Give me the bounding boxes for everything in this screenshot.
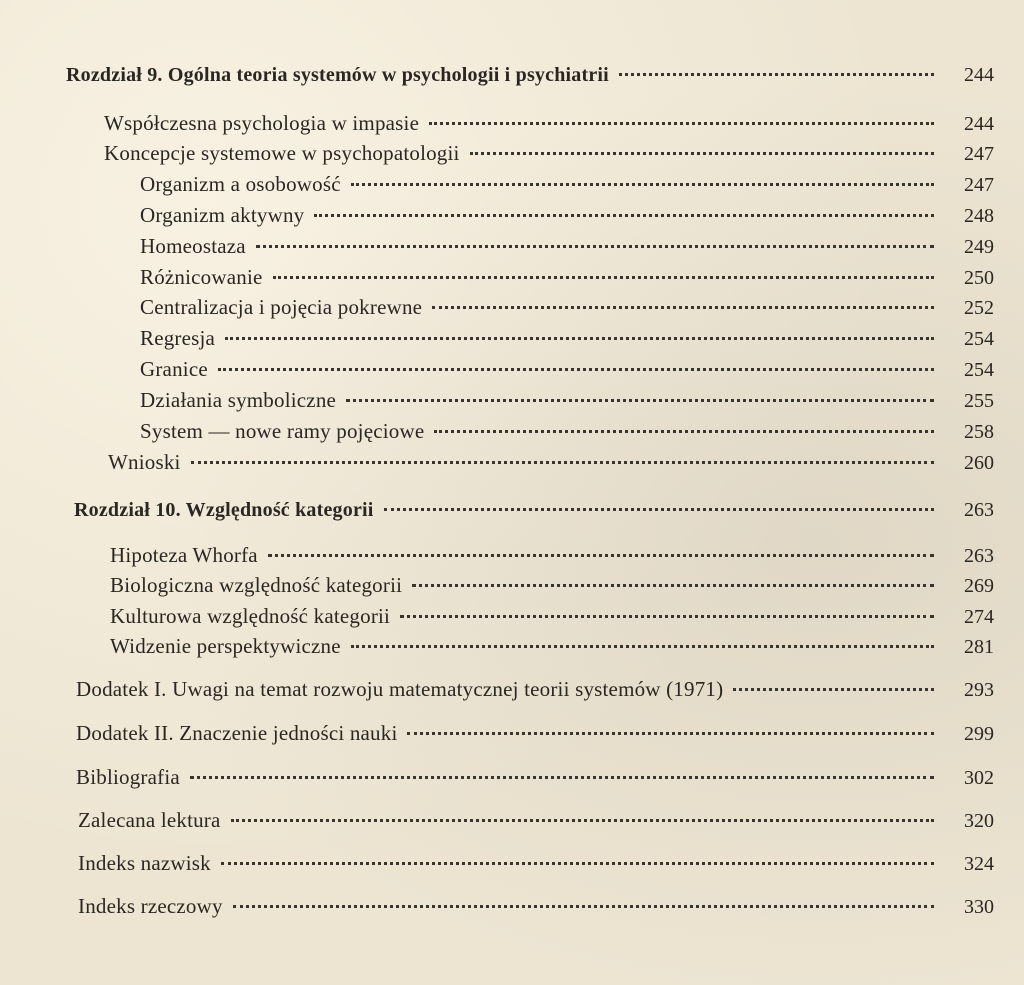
toc-entry-page: 252 (964, 297, 994, 319)
toc-entry-page: 260 (964, 452, 994, 474)
toc-entry-title: Organizm aktywny (140, 203, 305, 227)
toc-entry-page: 263 (964, 545, 994, 567)
toc-entry-page: 302 (964, 767, 994, 789)
toc-entry-page: 249 (964, 236, 994, 258)
dot-leader (429, 122, 934, 125)
toc-entry (140, 356, 994, 383)
toc-entry-page: 248 (964, 205, 994, 227)
dot-leader (400, 615, 934, 618)
toc-entry-page: 250 (964, 267, 994, 289)
toc-entry (104, 110, 994, 137)
toc-entry-page: 274 (964, 606, 994, 628)
dot-leader (470, 152, 934, 155)
dot-leader (407, 732, 934, 735)
toc-entry-page: 324 (964, 853, 994, 875)
toc-entry-chapter-9 (66, 62, 994, 88)
toc-entry-title: Rozdział 10. Względność kategorii (74, 499, 374, 521)
dot-leader (351, 183, 934, 186)
toc-entry-page: 320 (964, 810, 994, 832)
toc-entry-page: 281 (964, 636, 994, 658)
dot-leader (434, 430, 934, 433)
dot-leader (432, 306, 934, 309)
toc-entry (108, 449, 994, 476)
toc-entry-page: 258 (964, 421, 994, 443)
dot-leader (191, 461, 934, 464)
toc-entry-recommended-reading (78, 807, 994, 834)
dot-leader (231, 819, 934, 822)
toc-entry-page: 247 (964, 143, 994, 165)
toc-entry-subject-index (78, 893, 994, 920)
toc-entry (110, 603, 994, 630)
toc-entry-page: 244 (964, 113, 994, 135)
toc-entry-title: Granice (140, 357, 208, 381)
toc-entry-page: 244 (964, 64, 994, 86)
toc-entry (104, 140, 994, 167)
toc-entry-title: Indeks rzeczowy (78, 894, 223, 918)
toc-entry (140, 387, 994, 414)
toc-entry-page: 299 (964, 723, 994, 745)
toc-entry-name-index (78, 850, 994, 877)
toc-entry-bibliography (76, 764, 994, 791)
toc-entry (140, 202, 994, 229)
toc-entry-title: Zalecana lektura (78, 808, 221, 832)
toc-entry-chapter-10 (74, 497, 994, 523)
toc-entry-page: 254 (964, 328, 994, 350)
dot-leader (268, 554, 934, 557)
toc-entry-title: Homeostaza (140, 234, 246, 258)
toc-entry (140, 264, 994, 291)
toc-entry-page: 247 (964, 174, 994, 196)
toc-entry-title: Rozdział 9. Ogólna teoria systemów w psychologii i psychiatrii (66, 64, 609, 86)
toc-entry-title: Różnicowanie (140, 265, 263, 289)
toc-entry (140, 418, 994, 445)
toc-entry-page: 293 (964, 679, 994, 701)
dot-leader (225, 337, 934, 340)
toc-entry-title: Biologiczna względność kategorii (110, 573, 403, 597)
toc-entry-appendix-1 (76, 676, 994, 703)
toc-entry-page: 263 (964, 499, 994, 521)
toc-entry (140, 171, 994, 198)
toc-entry (110, 572, 994, 599)
dot-leader (619, 73, 934, 76)
dot-leader (351, 645, 934, 648)
toc-entry (110, 633, 994, 660)
toc-entry-title: Koncepcje systemowe w psychopatologii (104, 141, 460, 165)
toc-entry-title: Organizm a osobowość (140, 172, 341, 196)
toc-entry-title: Regresja (140, 326, 216, 350)
toc-entry-title: System — nowe ramy pojęciowe (140, 419, 425, 443)
toc-entry-title: Dodatek II. Znaczenie jedności nauki (76, 721, 398, 745)
toc-entry-page: 269 (964, 575, 994, 597)
dot-leader (346, 399, 934, 402)
toc-entry-title: Indeks nazwisk (78, 851, 211, 875)
toc-entry-title: Widzenie perspektywiczne (110, 634, 341, 658)
toc-entry-page: 255 (964, 390, 994, 412)
toc-entry (140, 233, 994, 260)
toc-entry-title: Hipoteza Whorfa (110, 543, 258, 567)
dot-leader (256, 245, 934, 248)
dot-leader (384, 508, 934, 511)
toc-entry-title: Wnioski (108, 450, 181, 474)
toc-entry-title: Działania symboliczne (140, 388, 337, 412)
dot-leader (412, 584, 934, 587)
dot-leader (221, 862, 934, 865)
dot-leader (314, 214, 934, 217)
toc-entry-title: Kulturowa względność kategorii (110, 604, 391, 628)
dot-leader (218, 368, 934, 371)
toc-entry (110, 542, 994, 569)
toc-entry-page: 254 (964, 359, 994, 381)
toc-entry-title: Współczesna psychologia w impasie (104, 111, 420, 135)
dot-leader (733, 688, 934, 691)
dot-leader (233, 905, 934, 908)
toc-entry (140, 325, 994, 352)
toc-entry-title: Dodatek I. Uwagi na temat rozwoju matematycznej teorii systemów (1971) (76, 677, 724, 701)
toc-entry-title: Bibliografia (76, 765, 180, 789)
dot-leader (273, 276, 934, 279)
toc-entry-title: Centralizacja i pojęcia pokrewne (140, 295, 423, 319)
toc-entry-page: 330 (964, 896, 994, 918)
toc-entry-appendix-2 (76, 720, 994, 747)
toc-entry (140, 294, 994, 321)
dot-leader (190, 776, 934, 779)
